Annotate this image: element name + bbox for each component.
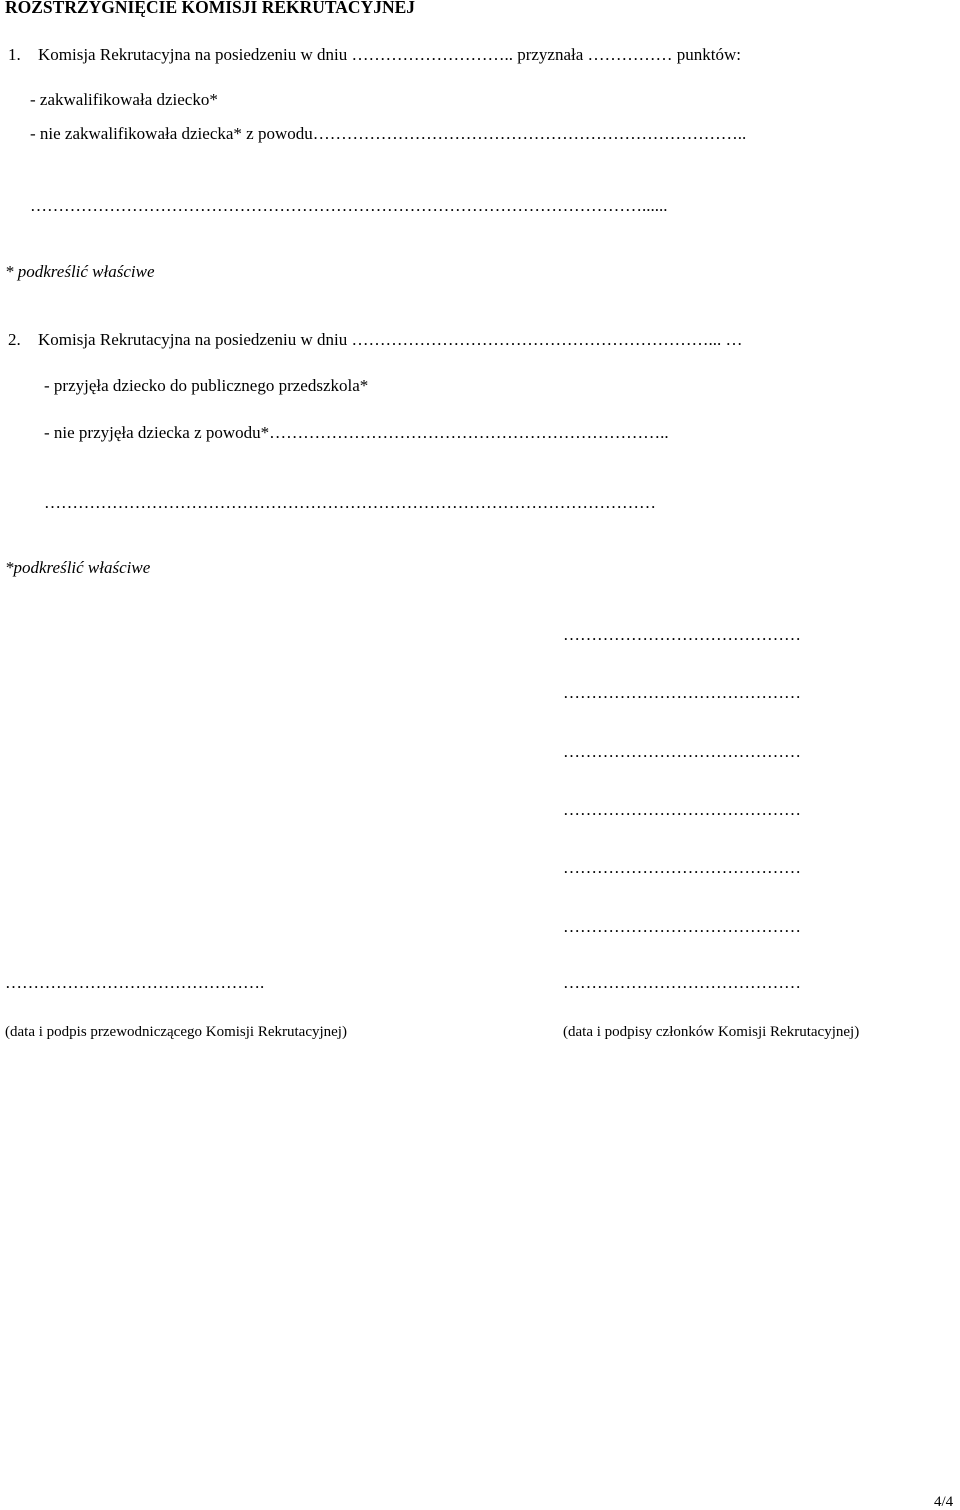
section2-number: 2.: [8, 330, 21, 349]
member-signature-line: ……………………………………: [563, 625, 801, 644]
section2-footnote: *podkreślić właściwe: [5, 558, 151, 577]
section2-option-admitted: - przyjęła dziecko do publicznego przedszkola*: [44, 376, 369, 395]
members-signature-caption: (data i podpisy członków Komisji Rekrutacyjnej): [563, 1024, 860, 1040]
chair-signature-caption: (data i podpis przewodniczącego Komisji Rekrutacyjnej): [5, 1024, 347, 1040]
section2-option-not-admitted: - nie przyjęła dziecka z powodu*……………………………………………………………..: [44, 423, 669, 442]
chair-signature-line: ……………………………………….: [5, 973, 265, 992]
section2-continuation-line: ………………………………………………………………………………………………: [44, 493, 656, 512]
document-heading: ROZSTRZYGNIĘCIE KOMISJI REKRUTACYJNEJ: [5, 0, 416, 17]
member-signature-line: ……………………………………: [563, 973, 801, 992]
member-signature-line: ……………………………………: [563, 742, 801, 761]
section1-continuation-line: ………………………………………………………………………………………………......: [30, 196, 668, 215]
section1-footnote: * podkreślić właściwe: [5, 262, 155, 281]
member-signature-line: ……………………………………: [563, 800, 801, 819]
section1-option-not-qualified: - nie zakwalifikowała dziecka* z powodu…………………………………………………………………..: [30, 124, 747, 143]
member-signature-line: ……………………………………: [563, 858, 801, 877]
page-number: 4/4: [934, 1494, 954, 1510]
section1-option-qualified: - zakwalifikowała dziecko*: [30, 90, 218, 109]
section2-intro: Komisja Rekrutacyjna na posiedzeniu w dniu ………………………………………………………... …: [38, 330, 743, 349]
section1-number: 1.: [8, 45, 21, 64]
member-signature-line: ……………………………………: [563, 683, 801, 702]
section1-intro: Komisja Rekrutacyjna na posiedzeniu w dniu ……………………….. przyznała …………… punktów:: [38, 45, 742, 64]
member-signature-line: ……………………………………: [563, 917, 801, 936]
